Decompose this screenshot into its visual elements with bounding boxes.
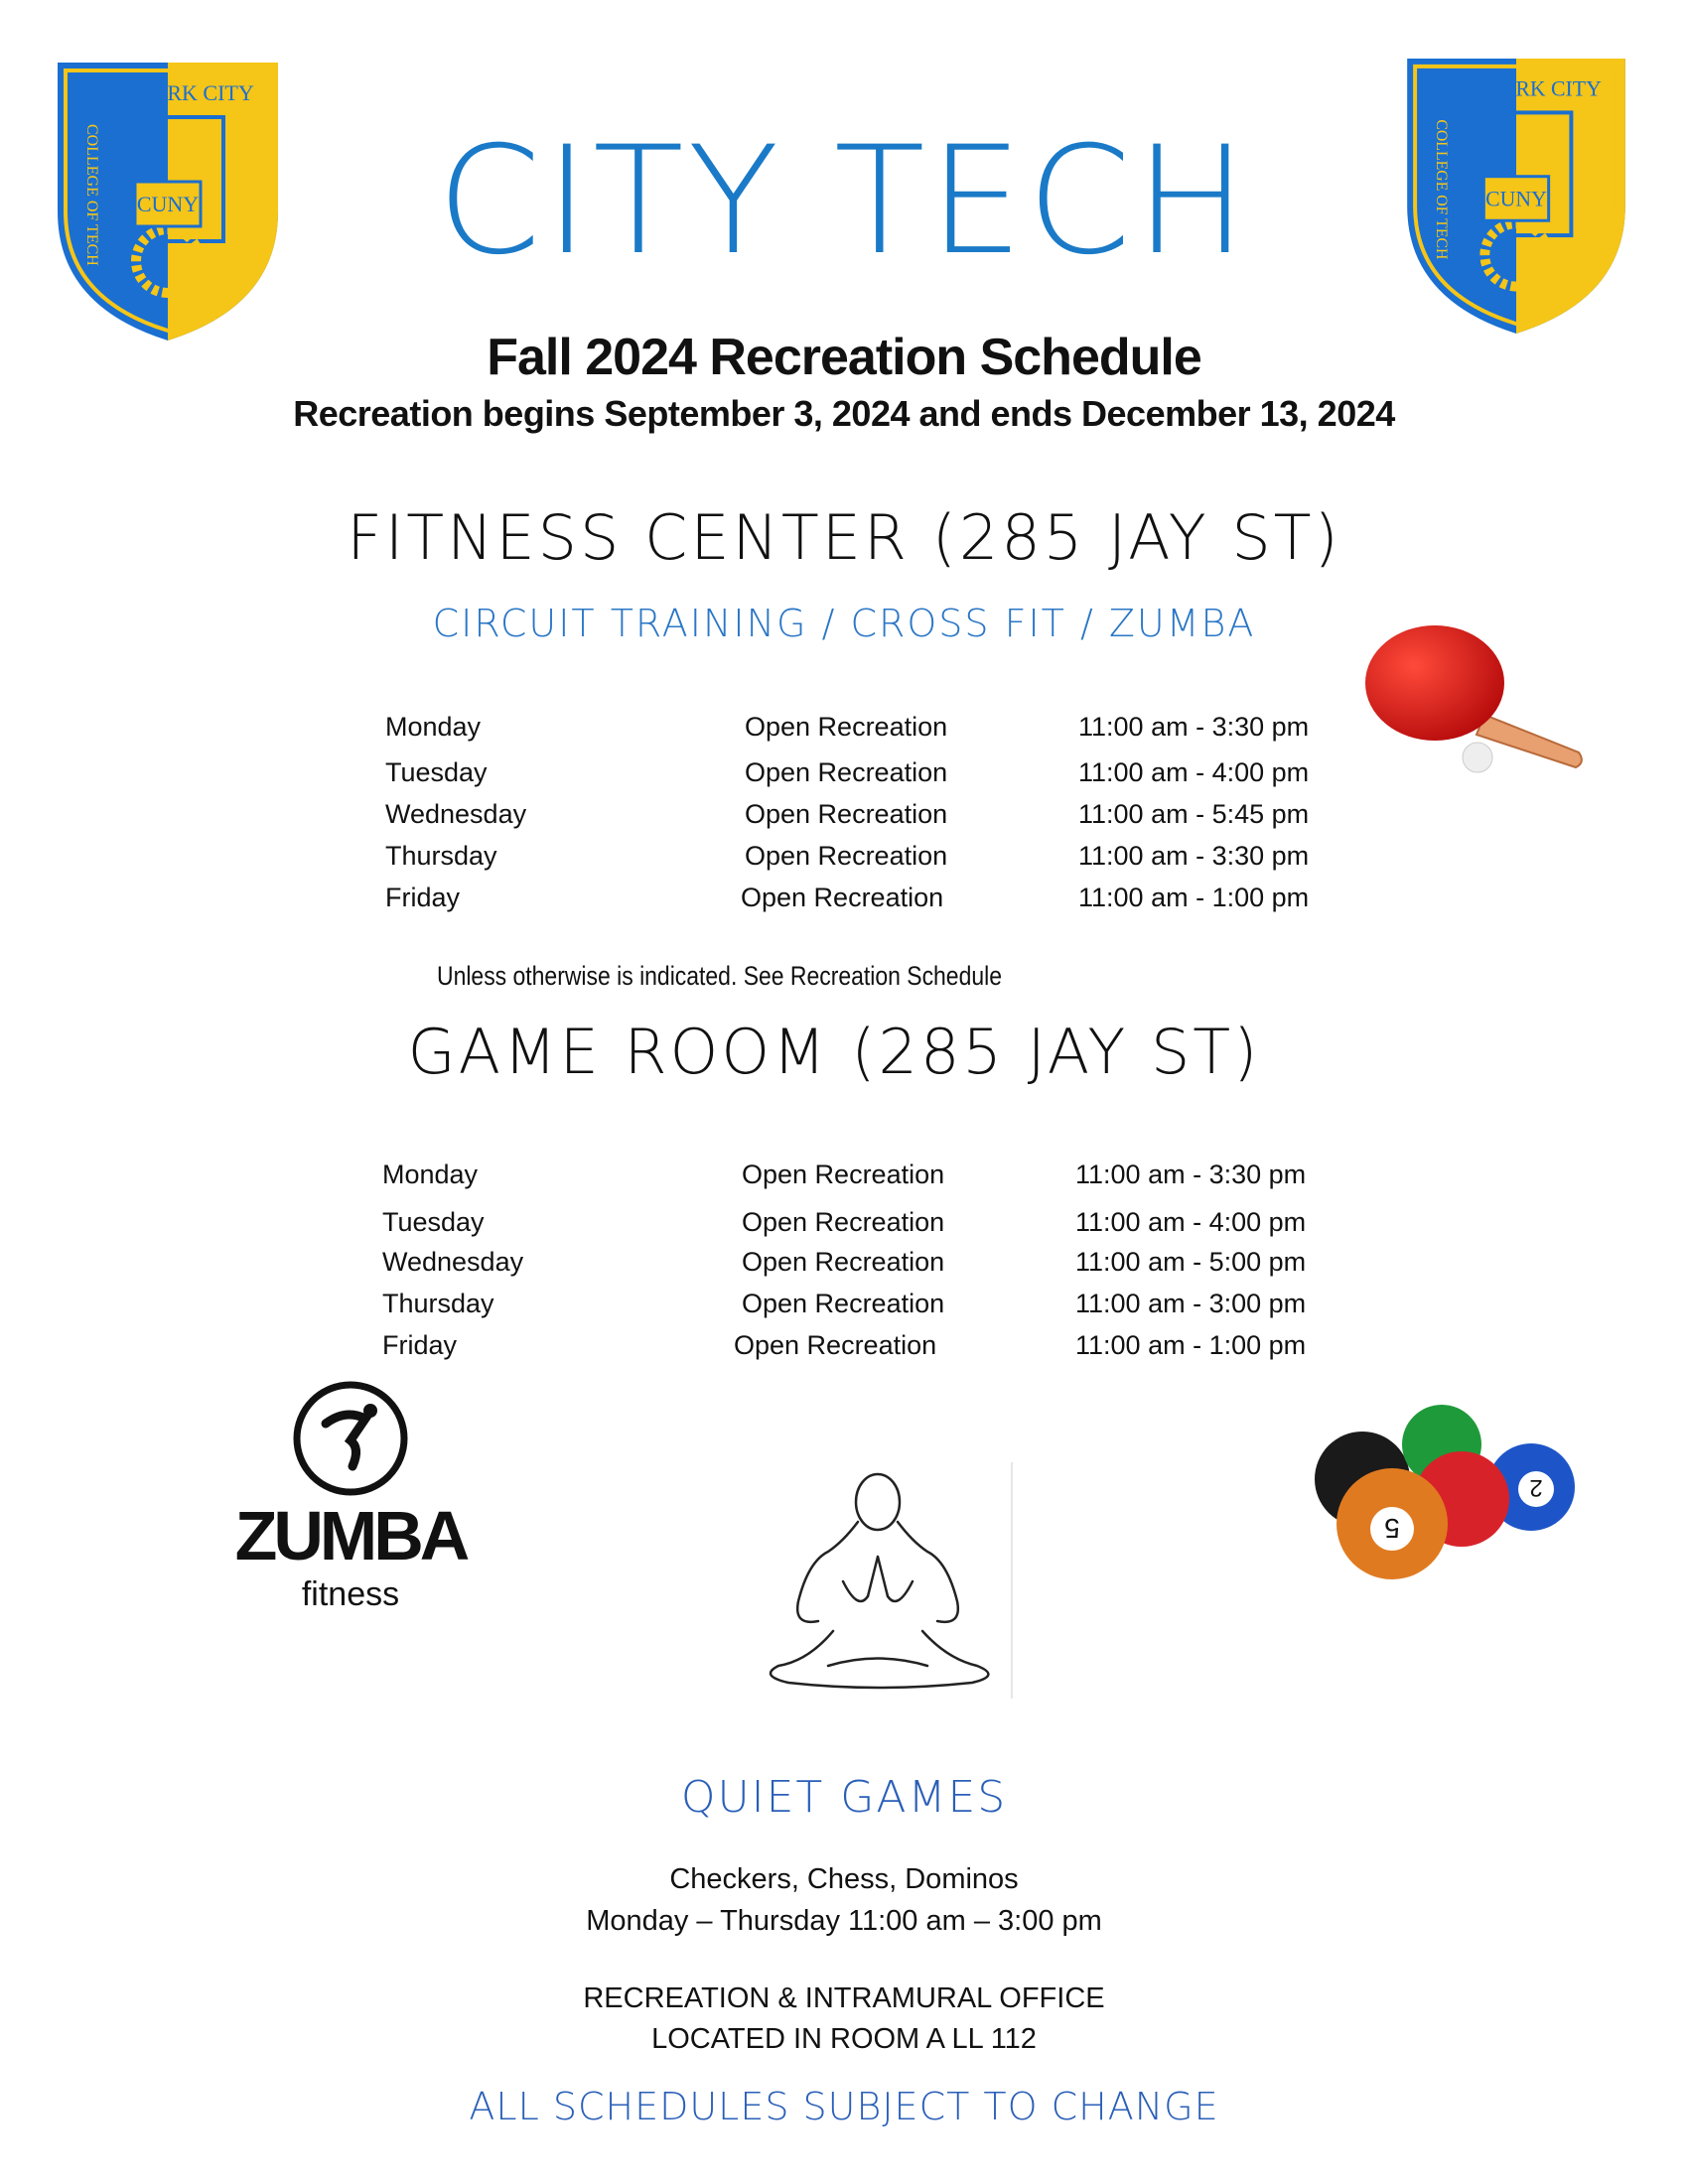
schedule-note: Unless otherwise is indicated. See Recreation Schedule	[437, 961, 1002, 991]
table-row	[382, 1287, 1375, 1320]
fitness-center-heading: FITNESS CENTER (285 JAY ST)	[347, 501, 1341, 574]
table-row	[382, 1205, 1375, 1239]
game-room-heading: GAME ROOM (285 JAY ST)	[407, 1016, 1261, 1088]
day: Monday	[382, 1160, 479, 1189]
svg-text:COLLEGE OF TECH: COLLEGE OF TECH	[1432, 119, 1450, 260]
svg-text:NEW YORK CITY: NEW YORK CITY	[1431, 76, 1602, 101]
activity: Open Recreation	[742, 1160, 945, 1189]
table-row	[385, 710, 1378, 744]
page-title: Fall 2024 Recreation Schedule	[487, 329, 1201, 386]
quiet-games-heading: QUIET GAMES	[680, 1772, 1008, 1823]
activity: Open Recreation	[745, 799, 948, 829]
time: 11:00 am - 1:00 pm	[1075, 1330, 1307, 1360]
activity: Open Recreation	[745, 712, 948, 742]
day: Wednesday	[382, 1247, 524, 1277]
activity: Open Recreation	[745, 757, 948, 787]
activity: Open Recreation	[742, 1289, 945, 1318]
day: Thursday	[385, 841, 497, 871]
day: Thursday	[382, 1289, 494, 1318]
table-row	[382, 1158, 1375, 1191]
time: 11:00 am - 3:30 pm	[1078, 712, 1310, 742]
table-row	[382, 1328, 1375, 1362]
svg-text:CUNY: CUNY	[1485, 187, 1547, 211]
day: Friday	[382, 1330, 458, 1360]
city-tech-seal-left	[58, 63, 278, 341]
activity: Open Recreation	[745, 841, 948, 871]
table-row	[382, 1245, 1375, 1279]
city-tech-seal-right	[1407, 59, 1625, 334]
time: 11:00 am - 4:00 pm	[1075, 1207, 1307, 1237]
table-row	[385, 797, 1378, 831]
quiet-games-hours: Monday – Thursday 11:00 am – 3:00 pm	[586, 1905, 1102, 1937]
time: 11:00 am - 3:00 pm	[1075, 1289, 1307, 1318]
zumba-fitness-logo	[225, 1379, 476, 1617]
zumba-wordmark: ZUMBA	[234, 1497, 467, 1574]
time: 11:00 am - 5:00 pm	[1075, 1247, 1307, 1277]
svg-text:COLLEGE OF TECH: COLLEGE OF TECH	[83, 124, 100, 266]
svg-text:5: 5	[1384, 1513, 1400, 1544]
day: Friday	[385, 883, 461, 912]
ping-pong-paddle-icon	[1365, 623, 1589, 777]
table-row	[385, 839, 1378, 873]
zumba-dancer-icon	[291, 1379, 410, 1498]
time: 11:00 am - 4:00 pm	[1078, 757, 1310, 787]
quiet-games-list: Checkers, Chess, Dominos	[669, 1863, 1019, 1895]
zumba-fitness-label: fitness	[301, 1575, 400, 1613]
activity: Open Recreation	[741, 883, 944, 912]
schedule-change-notice: ALL SCHEDULES SUBJECT TO CHANGE	[469, 2085, 1219, 2128]
svg-text:NEW YORK CITY: NEW YORK CITY	[81, 80, 254, 105]
page-subtitle: Recreation begins September 3, 2024 and ends December 13, 2024	[293, 393, 1395, 434]
time: 11:00 am - 3:30 pm	[1075, 1160, 1307, 1189]
time: 11:00 am - 5:45 pm	[1078, 799, 1310, 829]
day: Monday	[385, 712, 482, 742]
billiard-balls-icon	[1303, 1400, 1581, 1580]
day: Tuesday	[385, 757, 488, 787]
office-name: RECREATION & INTRAMURAL OFFICE	[583, 1982, 1105, 2014]
brand-title: CITY TECH	[437, 115, 1251, 288]
svg-text:CUNY: CUNY	[136, 192, 200, 216]
activity: Open Recreation	[742, 1247, 945, 1277]
yoga-meditation-icon	[749, 1462, 1013, 1699]
table-row	[385, 755, 1378, 789]
day: Wednesday	[385, 799, 527, 829]
time: 11:00 am - 1:00 pm	[1078, 883, 1310, 912]
office-location: LOCATED IN ROOM A LL 112	[651, 2023, 1037, 2055]
day: Tuesday	[382, 1207, 485, 1237]
activity: Open Recreation	[734, 1330, 937, 1360]
svg-text:2: 2	[1529, 1474, 1543, 1501]
table-row	[385, 881, 1378, 914]
activity: Open Recreation	[742, 1207, 945, 1237]
fitness-center-subheading: CIRCUIT TRAINING / CROSS FIT / ZUMBA	[432, 602, 1256, 645]
time: 11:00 am - 3:30 pm	[1078, 841, 1310, 871]
